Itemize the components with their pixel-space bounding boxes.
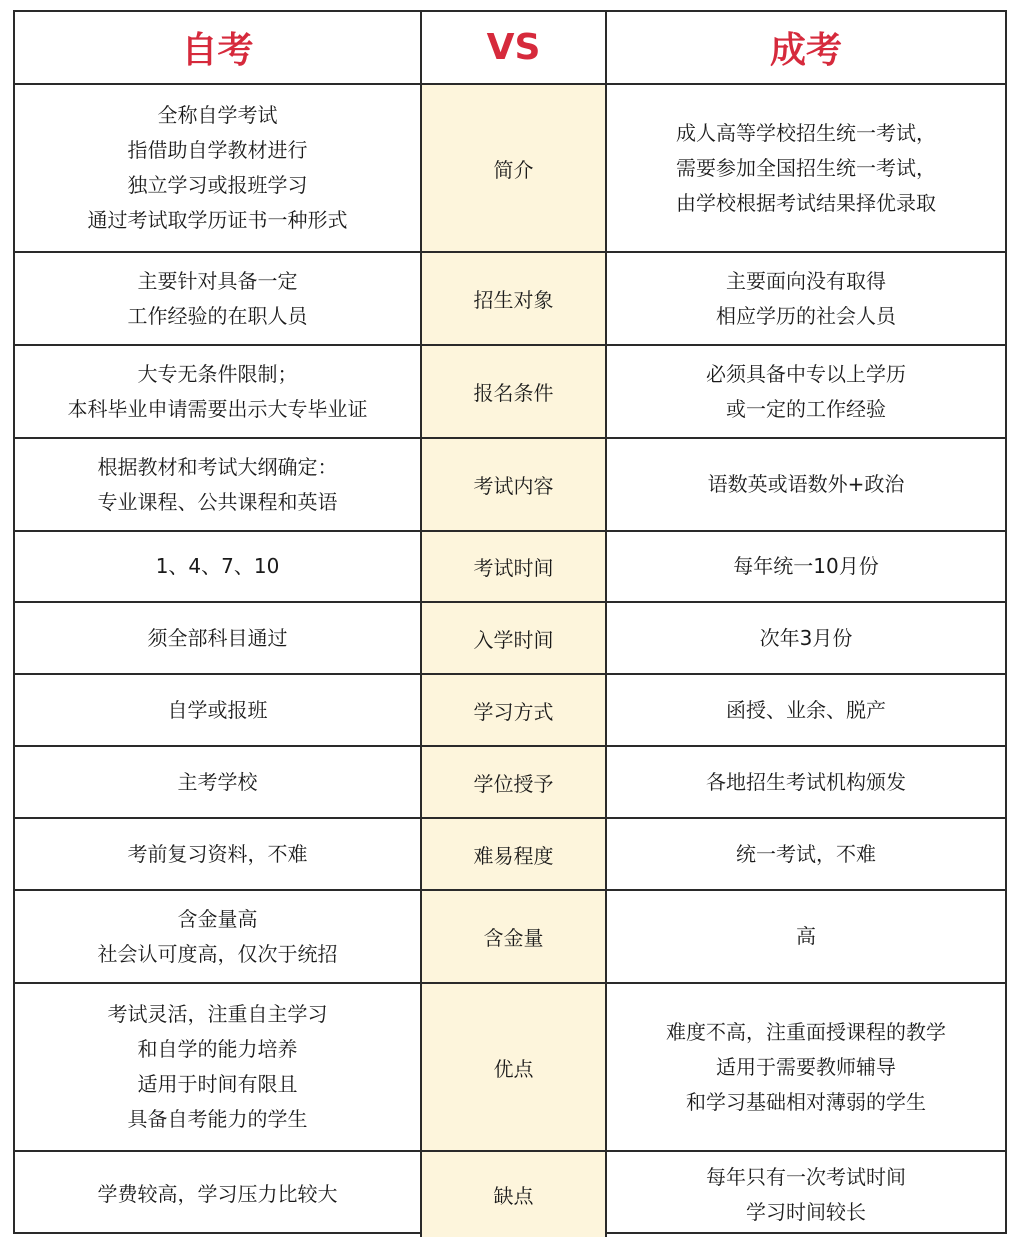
zikao-cell: [15, 1151, 421, 1237]
chengkao-text-line: 次年3月份: [759, 625, 853, 650]
chengkao-cell: [606, 531, 1005, 602]
chengkao-cell: [606, 983, 1005, 1151]
zikao-cell: [15, 84, 421, 252]
zikao-cell: [15, 531, 421, 602]
zikao-text-line: 1、4、7、10: [155, 554, 280, 578]
zikao-text-line: 本科毕业申请需要出示大专毕业证: [67, 396, 368, 421]
zikao-text-line: 自学或报班: [167, 697, 268, 722]
zikao-text-line: 指借助自学教材进行: [127, 138, 308, 162]
category-cell: 简介: [421, 84, 606, 252]
chengkao-text-line: 统一考试，不难: [736, 841, 876, 866]
zikao-text-line: 含金量高: [177, 906, 258, 931]
zikao-text-line: 根据教材和考试大纲确定：: [97, 454, 338, 479]
zikao-cell: [15, 818, 421, 890]
zikao-text-line: 主考学校: [177, 769, 258, 794]
zikao-cell: [15, 345, 421, 438]
category-cell: 报名条件: [421, 345, 606, 438]
chengkao-text-line: 学习时间较长: [746, 1199, 866, 1224]
chengkao-text-line: 各地招生考试机构颁发: [706, 769, 906, 794]
zikao-cell: [15, 674, 421, 746]
comparison-table: [15, 12, 1005, 1237]
zikao-text-line: 具备自考能力的学生: [127, 1107, 308, 1131]
table-row: [15, 345, 1005, 438]
table-row: [15, 818, 1005, 890]
zikao-cell: [15, 438, 421, 531]
chengkao-text-line: 语数英或语数外+政治: [707, 472, 905, 496]
zikao-text-line: 通过考试取学历证书一种形式: [87, 208, 348, 232]
category-cell: 考试内容: [421, 438, 606, 531]
chengkao-text-line: 每年统一10月份: [733, 554, 879, 578]
category-cell: 入学时间: [421, 602, 606, 674]
chengkao-text-line: 主要面向没有取得: [726, 268, 886, 293]
zikao-text-line: 适用于时间有限且: [137, 1072, 298, 1096]
header-row: [15, 12, 1005, 84]
chengkao-text-line: 或一定的工作经验: [726, 396, 886, 421]
table-row: [15, 531, 1005, 602]
zikao-text-line: 大专无条件限制；: [137, 361, 298, 386]
table-row: [15, 890, 1005, 983]
table-row: [15, 602, 1005, 674]
chengkao-text-line: 需要参加全国招生统一考试，: [676, 155, 936, 180]
category-cell: 招生对象: [421, 252, 606, 345]
table-row: [15, 252, 1005, 345]
chengkao-text-line: 每年只有一次考试时间: [706, 1164, 906, 1189]
category-cell: 学习方式: [421, 674, 606, 746]
chengkao-text-line: 函授、业余、脱产: [726, 697, 886, 722]
zikao-text-line: 专业课程、公共课程和英语: [97, 489, 338, 514]
zikao-text-line: 和自学的能力培养: [137, 1037, 298, 1061]
chengkao-cell: [606, 746, 1005, 818]
chengkao-text-line: 难度不高，注重面授课程的教学: [666, 1019, 946, 1044]
chengkao-cell: [606, 84, 1005, 252]
chengkao-text-line: 和学习基础相对薄弱的学生: [686, 1089, 926, 1114]
comparison-table-frame: [13, 10, 1007, 1234]
table-row: [15, 746, 1005, 818]
zikao-cell: [15, 602, 421, 674]
chengkao-cell: [606, 674, 1005, 746]
zikao-text-line: 须全部科目通过: [147, 625, 288, 650]
table-row: [15, 1151, 1005, 1237]
zikao-cell: [15, 890, 421, 983]
chengkao-text-line: 成人高等学校招生统一考试，: [676, 120, 936, 145]
chengkao-cell: [606, 1151, 1005, 1237]
zikao-text-line: 考试灵活，注重自主学习: [107, 1002, 328, 1026]
category-cell: 缺点: [421, 1151, 606, 1237]
zikao-text-line: 工作经验的在职人员: [127, 303, 308, 328]
chengkao-cell: [606, 345, 1005, 438]
table-row: [15, 84, 1005, 252]
zikao-text-line: 考前复习资料，不难: [127, 841, 308, 866]
category-cell: 优点: [421, 983, 606, 1151]
header-vs: VS: [421, 12, 606, 84]
chengkao-text-line: 相应学历的社会人员: [716, 303, 896, 328]
chengkao-cell: [606, 252, 1005, 345]
chengkao-text-line: 必须具备中专以上学历: [706, 361, 906, 386]
header-left-zikao: 自考: [15, 12, 421, 84]
chengkao-cell: [606, 602, 1005, 674]
chengkao-cell: [606, 438, 1005, 531]
category-cell: 学位授予: [421, 746, 606, 818]
zikao-text-line: 社会认可度高，仅次于统招: [97, 941, 338, 966]
category-cell: 难易程度: [421, 818, 606, 890]
chengkao-text-line: 适用于需要教师辅导: [716, 1054, 896, 1079]
zikao-cell: [15, 252, 421, 345]
chengkao-text-line: 高: [796, 924, 816, 948]
table-row: [15, 983, 1005, 1151]
table-row: [15, 438, 1005, 531]
zikao-text-line: 学费较高，学习压力比较大: [97, 1182, 338, 1206]
zikao-text-line: 全称自学考试: [157, 103, 278, 127]
table-row: [15, 674, 1005, 746]
zikao-cell: [15, 983, 421, 1151]
chengkao-text-line: 由学校根据考试结果择优录取: [676, 190, 936, 215]
zikao-cell: [15, 746, 421, 818]
chengkao-cell: [606, 890, 1005, 983]
category-cell: 考试时间: [421, 531, 606, 602]
category-cell: 含金量: [421, 890, 606, 983]
zikao-text-line: 独立学习或报班学习: [127, 173, 308, 197]
header-right-chengkao: 成考: [606, 12, 1005, 84]
zikao-text-line: 主要针对具备一定: [137, 268, 298, 293]
chengkao-cell: [606, 818, 1005, 890]
